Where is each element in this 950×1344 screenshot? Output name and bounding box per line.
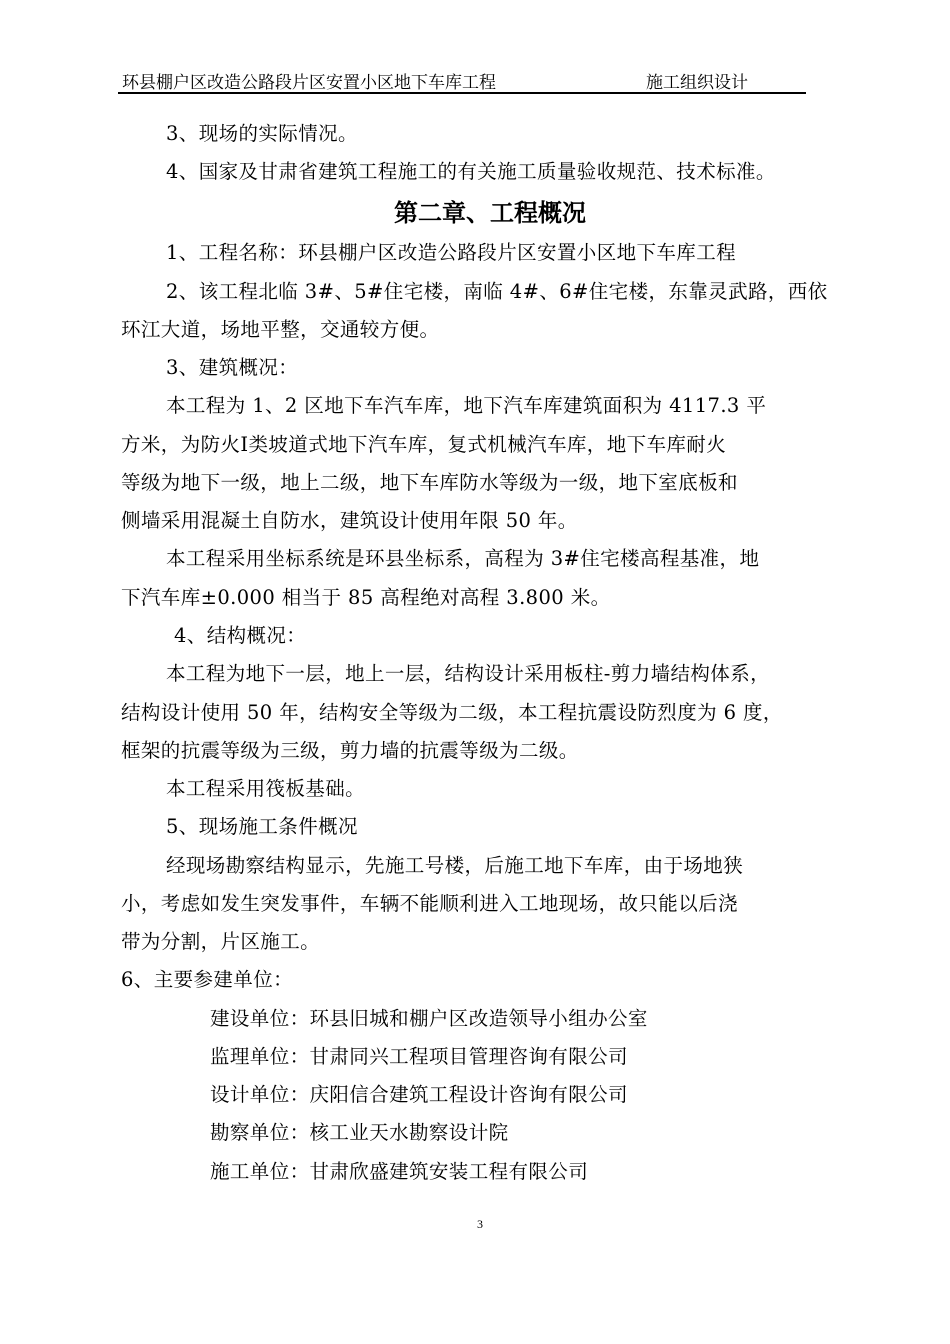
header-project-title: 环县棚户区改造公路段片区安置小区地下车库工程 [122, 73, 496, 93]
architecture-heading: 3、建筑概况： [166, 356, 299, 379]
participant-surveyor: 勘察单位：核工业天水勘察设计院 [210, 1121, 509, 1144]
structure-para1-line3: 框架的抗震等级为三级，剪力墙的抗震等级为二级。 [121, 739, 579, 762]
page-header [118, 62, 806, 94]
architecture-para1-line4: 侧墙采用混凝土自防水，建筑设计使用年限 50 年。 [121, 509, 578, 532]
structure-heading: 4、结构概况： [174, 624, 307, 647]
architecture-para2-line2: 下汽车库±0.000 相当于 85 高程绝对高程 3.800 米。 [121, 586, 611, 609]
site-conditions-line1: 经现场勘察结构显示，先施工号楼，后施工地下车库，由于场地狭 [166, 854, 744, 877]
participants-heading: 6、主要参建单位： [121, 968, 294, 991]
chapter-heading: 第二章、工程概况 [394, 198, 586, 227]
architecture-para1-line1: 本工程为 1、2 区地下车汽车库，地下汽车库建筑面积为 4117.3 平 [166, 394, 767, 417]
project-name-line: 1、工程名称：环县棚户区改造公路段片区安置小区地下车库工程 [166, 241, 737, 264]
location-line-2: 环江大道，场地平整，交通较方便。 [121, 318, 440, 341]
site-conditions-line2: 小，考虑如发生突发事件，车辆不能顺利进入工地现场，故只能以后浇 [121, 892, 738, 915]
site-conditions-heading: 5、现场施工条件概况 [166, 815, 358, 838]
site-conditions-line3: 带为分割，片区施工。 [121, 930, 321, 953]
header-document-type: 施工组织设计 [646, 73, 748, 93]
participant-contractor: 施工单位：甘肃欣盛建筑安装工程有限公司 [210, 1160, 589, 1183]
architecture-para1-line3: 等级为地下一级，地上二级，地下车库防水等级为一级，地下室底板和 [121, 471, 738, 494]
basis-item-3: 3、现场的实际情况。 [166, 122, 358, 145]
foundation-line: 本工程采用筏板基础。 [166, 777, 366, 800]
basis-item-4: 4、国家及甘肃省建筑工程施工的有关施工质量验收规范、技术标准。 [166, 160, 776, 183]
structure-para1-line2: 结构设计使用 50 年，结构安全等级为二级，本工程抗震设防烈度为 6 度， [121, 701, 783, 724]
page-number: 3 [477, 1217, 483, 1231]
participant-owner: 建设单位：环县旧城和棚户区改造领导小组办公室 [210, 1007, 648, 1030]
architecture-para2-line1: 本工程采用坐标系统是环县坐标系，高程为 3#住宅楼高程基准，地 [166, 547, 760, 570]
participant-supervisor: 监理单位：甘肃同兴工程项目管理咨询有限公司 [210, 1045, 628, 1068]
structure-para1-line1: 本工程为地下一层，地上一层，结构设计采用板柱-剪力墙结构体系， [166, 662, 770, 685]
participant-designer: 设计单位：庆阳信合建筑工程设计咨询有限公司 [210, 1083, 628, 1106]
location-line-1: 2、该工程北临 3#、5#住宅楼，南临 4#、6#住宅楼，东靠灵武路，西依 [166, 280, 828, 303]
architecture-para1-line2: 方米，为防火Ⅰ类坡道式地下汽车库，复式机械汽车库，地下车库耐火 [121, 433, 727, 456]
